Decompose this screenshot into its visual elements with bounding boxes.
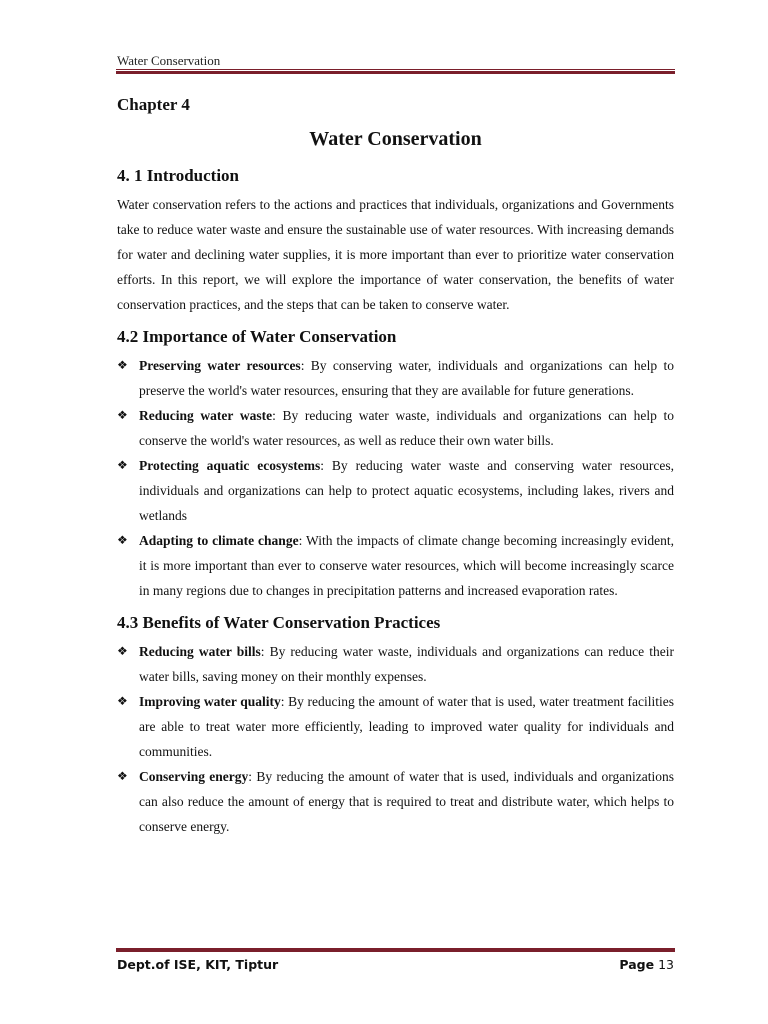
footer-department: Dept.of ISE, KIT, Tiptur (117, 957, 279, 972)
list-item (117, 353, 674, 403)
diamond-bullet-icon: ❖ (117, 458, 128, 472)
list-item-term: Preserving water resources (139, 358, 301, 373)
list-item-term: Conserving energy (139, 769, 249, 784)
page-number: 13 (658, 957, 674, 972)
page-word: Page (619, 957, 655, 972)
section-heading-benefits: 4.3 Benefits of Water Conservation Practices (117, 613, 441, 632)
chapter-title: Water Conservation (309, 128, 482, 150)
list-item-text: : By reducing water waste and conserving water resources, individuals and organizations can help to protect aquatic ecosystems, including lakes, rivers and wetlands (139, 458, 674, 523)
benefits-list (117, 639, 674, 839)
list-item-term: Adapting to climate change (139, 533, 299, 548)
diamond-bullet-icon: ❖ (117, 533, 128, 547)
section-heading-importance: 4.2 Importance of Water Conservation (117, 327, 397, 346)
importance-list (117, 353, 674, 603)
diamond-bullet-icon: ❖ (117, 769, 128, 783)
list-item-text: : By reducing water waste, individuals and organizations can help to conserve the world's water resources, as well as reduce their own water bills. (139, 408, 675, 448)
list-item-term: Reducing water waste (139, 408, 273, 423)
chapter-label: Chapter 4 (117, 95, 190, 114)
list-item-term: Protecting aquatic ecosystems (139, 458, 321, 473)
list-item-text: : By reducing the amount of water that is used, individuals and organizations can also reduce the amount of energy that is required to treat and distribute water, which helps to conserve energy. (139, 769, 674, 834)
diamond-bullet-icon: ❖ (117, 358, 128, 372)
list-item (117, 528, 674, 603)
list-item-term: Improving water quality (139, 694, 281, 709)
page-content (117, 92, 674, 839)
list-item (117, 403, 674, 453)
list-item-text: : With the impacts of climate change becoming increasingly evident, it is more important than ever to conserve water resources, which will become increasingly scarce in many regions due to changes in precipitation patterns and increased evaporation rates. (139, 533, 674, 598)
running-header: Water Conservation (117, 53, 221, 68)
diamond-bullet-icon: ❖ (117, 694, 128, 708)
header-rule (116, 69, 675, 74)
section-heading-introduction: 4. 1 Introduction (117, 166, 240, 185)
list-item-text: : By conserving water, individuals and organizations can help to preserve the world's water resources, ensuring that they are available for future generations. (139, 358, 674, 398)
footer-rule (116, 947, 675, 952)
list-item (117, 764, 674, 839)
footer-page (619, 957, 674, 972)
list-item (117, 639, 674, 689)
list-item (117, 689, 674, 764)
list-item-text: : By reducing the amount of water that is used, water treatment facilities are able to treat water more efficiently, leading to improved water quality for individuals and communities. (139, 694, 674, 759)
list-item-text: : By reducing water waste, individuals and organizations can reduce their water bills, saving money on their monthly expenses. (139, 644, 674, 684)
introduction-paragraph: Water conservation refers to the actions and practices that individuals, organizations and Governments take to reduce water waste and ensure the sustainable use of water resources. With increasing demands for water and declining water supplies, it is more important than ever to prioritize water conservation efforts. In this report, we will explore the importance of water conservation, the benefits of water conservation practices, and the steps that can be taken to conserve water. (117, 197, 674, 312)
diamond-bullet-icon: ❖ (117, 644, 128, 658)
list-item (117, 453, 674, 528)
list-item-term: Reducing water bills (139, 644, 261, 659)
diamond-bullet-icon: ❖ (117, 408, 128, 422)
